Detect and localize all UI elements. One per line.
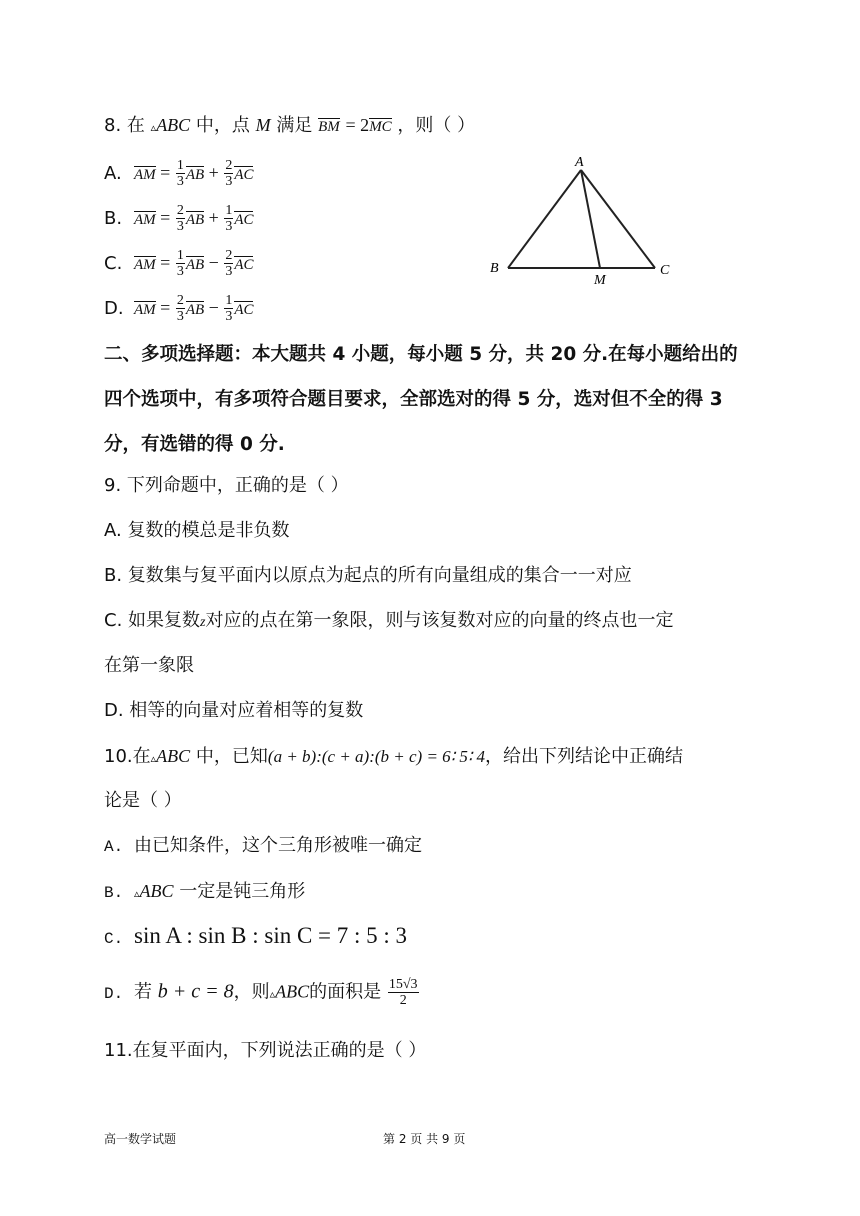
fraction <box>224 248 233 279</box>
triangle-symbol: ▵ <box>150 121 157 134</box>
fraction <box>176 203 185 234</box>
fraction <box>176 248 185 279</box>
fraction-denominator: 3 <box>176 264 184 279</box>
q8-number: 8. <box>104 115 122 136</box>
q9-option-c: C. 如果复数z对应的点在第一象限，则与该复数对应的向量的终点也一定 <box>104 610 674 631</box>
footer-page-number: 第 2 页 共 9 页 <box>383 1132 466 1146</box>
section2-line2: 四个选项中，有多项符合题目要求，全部选对的得 5 分，选对但不全的得 3 <box>104 389 723 410</box>
q8-option-c <box>104 248 253 279</box>
triangle-symbol: ▵ <box>150 752 157 765</box>
vector-am: AM <box>134 301 156 318</box>
equals-sign: = <box>155 207 175 228</box>
fraction-denominator: 3 <box>225 219 233 234</box>
fraction-numerator: 1 <box>225 203 233 218</box>
vector-ac: AC <box>234 166 254 183</box>
q10-option-a: A. 由已知条件，这个三角形被唯一确定 <box>104 835 422 856</box>
vector-ac: AC <box>234 256 254 273</box>
vector-mc: MC <box>369 119 392 135</box>
q10-option-c: C. sin A : sin B : sin C = 7 : 5 : 3 <box>104 923 408 948</box>
q10-option-b: B. ▵ABC 一定是钝三角形 <box>104 881 306 902</box>
sine-ratio: sin A : sin B : sin C = 7 : 5 : 3 <box>134 923 408 948</box>
option-label: A. <box>104 162 122 184</box>
fraction <box>176 158 185 189</box>
fraction <box>224 293 233 324</box>
q10-stem: 10.在▵ABC 中，已知(a + b):(c + a):(b + c) = 6∶ 5∶ 4，给出下列结论中正确结 <box>104 746 684 767</box>
fraction-denominator: 3 <box>225 174 233 189</box>
point-label-m: M <box>594 273 606 288</box>
triangle-symbol: ▵ <box>134 887 140 900</box>
equals-sign: = <box>155 252 175 273</box>
vertex-label-c: C <box>660 263 670 278</box>
fraction-denominator: 3 <box>225 309 233 324</box>
triangle-symbol: ▵ <box>269 987 276 1001</box>
q9-stem: 9. 下列命题中，正确的是（ ） <box>104 475 349 496</box>
fraction-denominator: 3 <box>225 264 233 279</box>
q11-stem: 11.在复平面内，下列说法正确的是（ ） <box>104 1040 427 1061</box>
fraction-numerator: 1 <box>176 158 184 173</box>
q8-option-a <box>104 158 253 189</box>
q9-option-d: D. 相等的向量对应着相等的复数 <box>104 700 364 721</box>
fraction-denominator: 3 <box>176 219 184 234</box>
option-label: C. <box>104 252 123 274</box>
fraction-numerator: 2 <box>176 203 184 218</box>
vector-ab: AB <box>185 211 205 228</box>
segment-am <box>581 170 600 268</box>
equals-sign: = <box>155 162 175 183</box>
fraction-numerator: 2 <box>225 248 233 263</box>
vector-am: AM <box>134 166 156 183</box>
vector-am: AM <box>134 211 156 228</box>
fraction-denominator: 3 <box>176 309 184 324</box>
fraction <box>176 293 185 324</box>
triangle-figure <box>480 150 680 290</box>
fraction <box>224 203 233 234</box>
q10-stem-cont: 论是（ ） <box>104 790 182 811</box>
fraction-numerator: 1 <box>225 293 233 308</box>
q8-stem: 8. 在 ▵ABC 中，点 M 满足 BM = 2MC ，则（ ） <box>104 115 476 136</box>
operator: − <box>204 297 224 318</box>
option-label: B. <box>104 207 123 229</box>
vector-bm: BM <box>318 119 340 135</box>
vector-ac: AC <box>234 301 254 318</box>
operator: + <box>204 162 224 183</box>
vector-ab: AB <box>185 301 205 318</box>
vector-ac: AC <box>234 211 254 228</box>
vector-ab: AB <box>185 166 205 183</box>
equals-sign: = <box>155 297 175 318</box>
section2-line1: 二、多项选择题：本大题共 4 小题，每小题 5 分，共 20 分.在每小题给出的 <box>104 344 738 365</box>
q8-option-b <box>104 203 253 234</box>
vertex-label-a: A <box>575 155 584 170</box>
q10-option-d: D. 若 b + c = 8，则▵ABC的面积是 $\frac{15√3}{2}$ <box>104 977 418 1008</box>
vector-am: AM <box>134 256 156 273</box>
fraction <box>224 158 233 189</box>
q9-option-b: B. 复数集与复平面内以原点为起点的所有向量组成的集合一一对应 <box>104 565 632 586</box>
side-ac <box>581 170 655 268</box>
q9-option-c-cont: 在第一象限 <box>104 655 194 676</box>
operator: + <box>204 207 224 228</box>
ratio-expression: (a + b):(c + a):(b + c) = 6∶ 5∶ 4 <box>267 747 486 766</box>
area-fraction: $\frac{15√3}{2}$ <box>388 977 418 1008</box>
operator: − <box>204 252 224 273</box>
section2-line3: 分，有选错的得 0 分. <box>104 434 285 455</box>
fraction-numerator: 2 <box>176 293 184 308</box>
q9-option-a: A. 复数的模总是非负数 <box>104 520 290 541</box>
footer-left: 高一数学试题 <box>104 1132 177 1146</box>
fraction-numerator: 2 <box>225 158 233 173</box>
option-label: D. <box>104 297 124 319</box>
vector-ab: AB <box>185 256 205 273</box>
fraction-numerator: 1 <box>176 248 184 263</box>
vertex-label-b: B <box>490 261 499 276</box>
fraction-denominator: 3 <box>176 174 184 189</box>
q8-option-d <box>104 293 253 324</box>
side-ab <box>508 170 581 268</box>
